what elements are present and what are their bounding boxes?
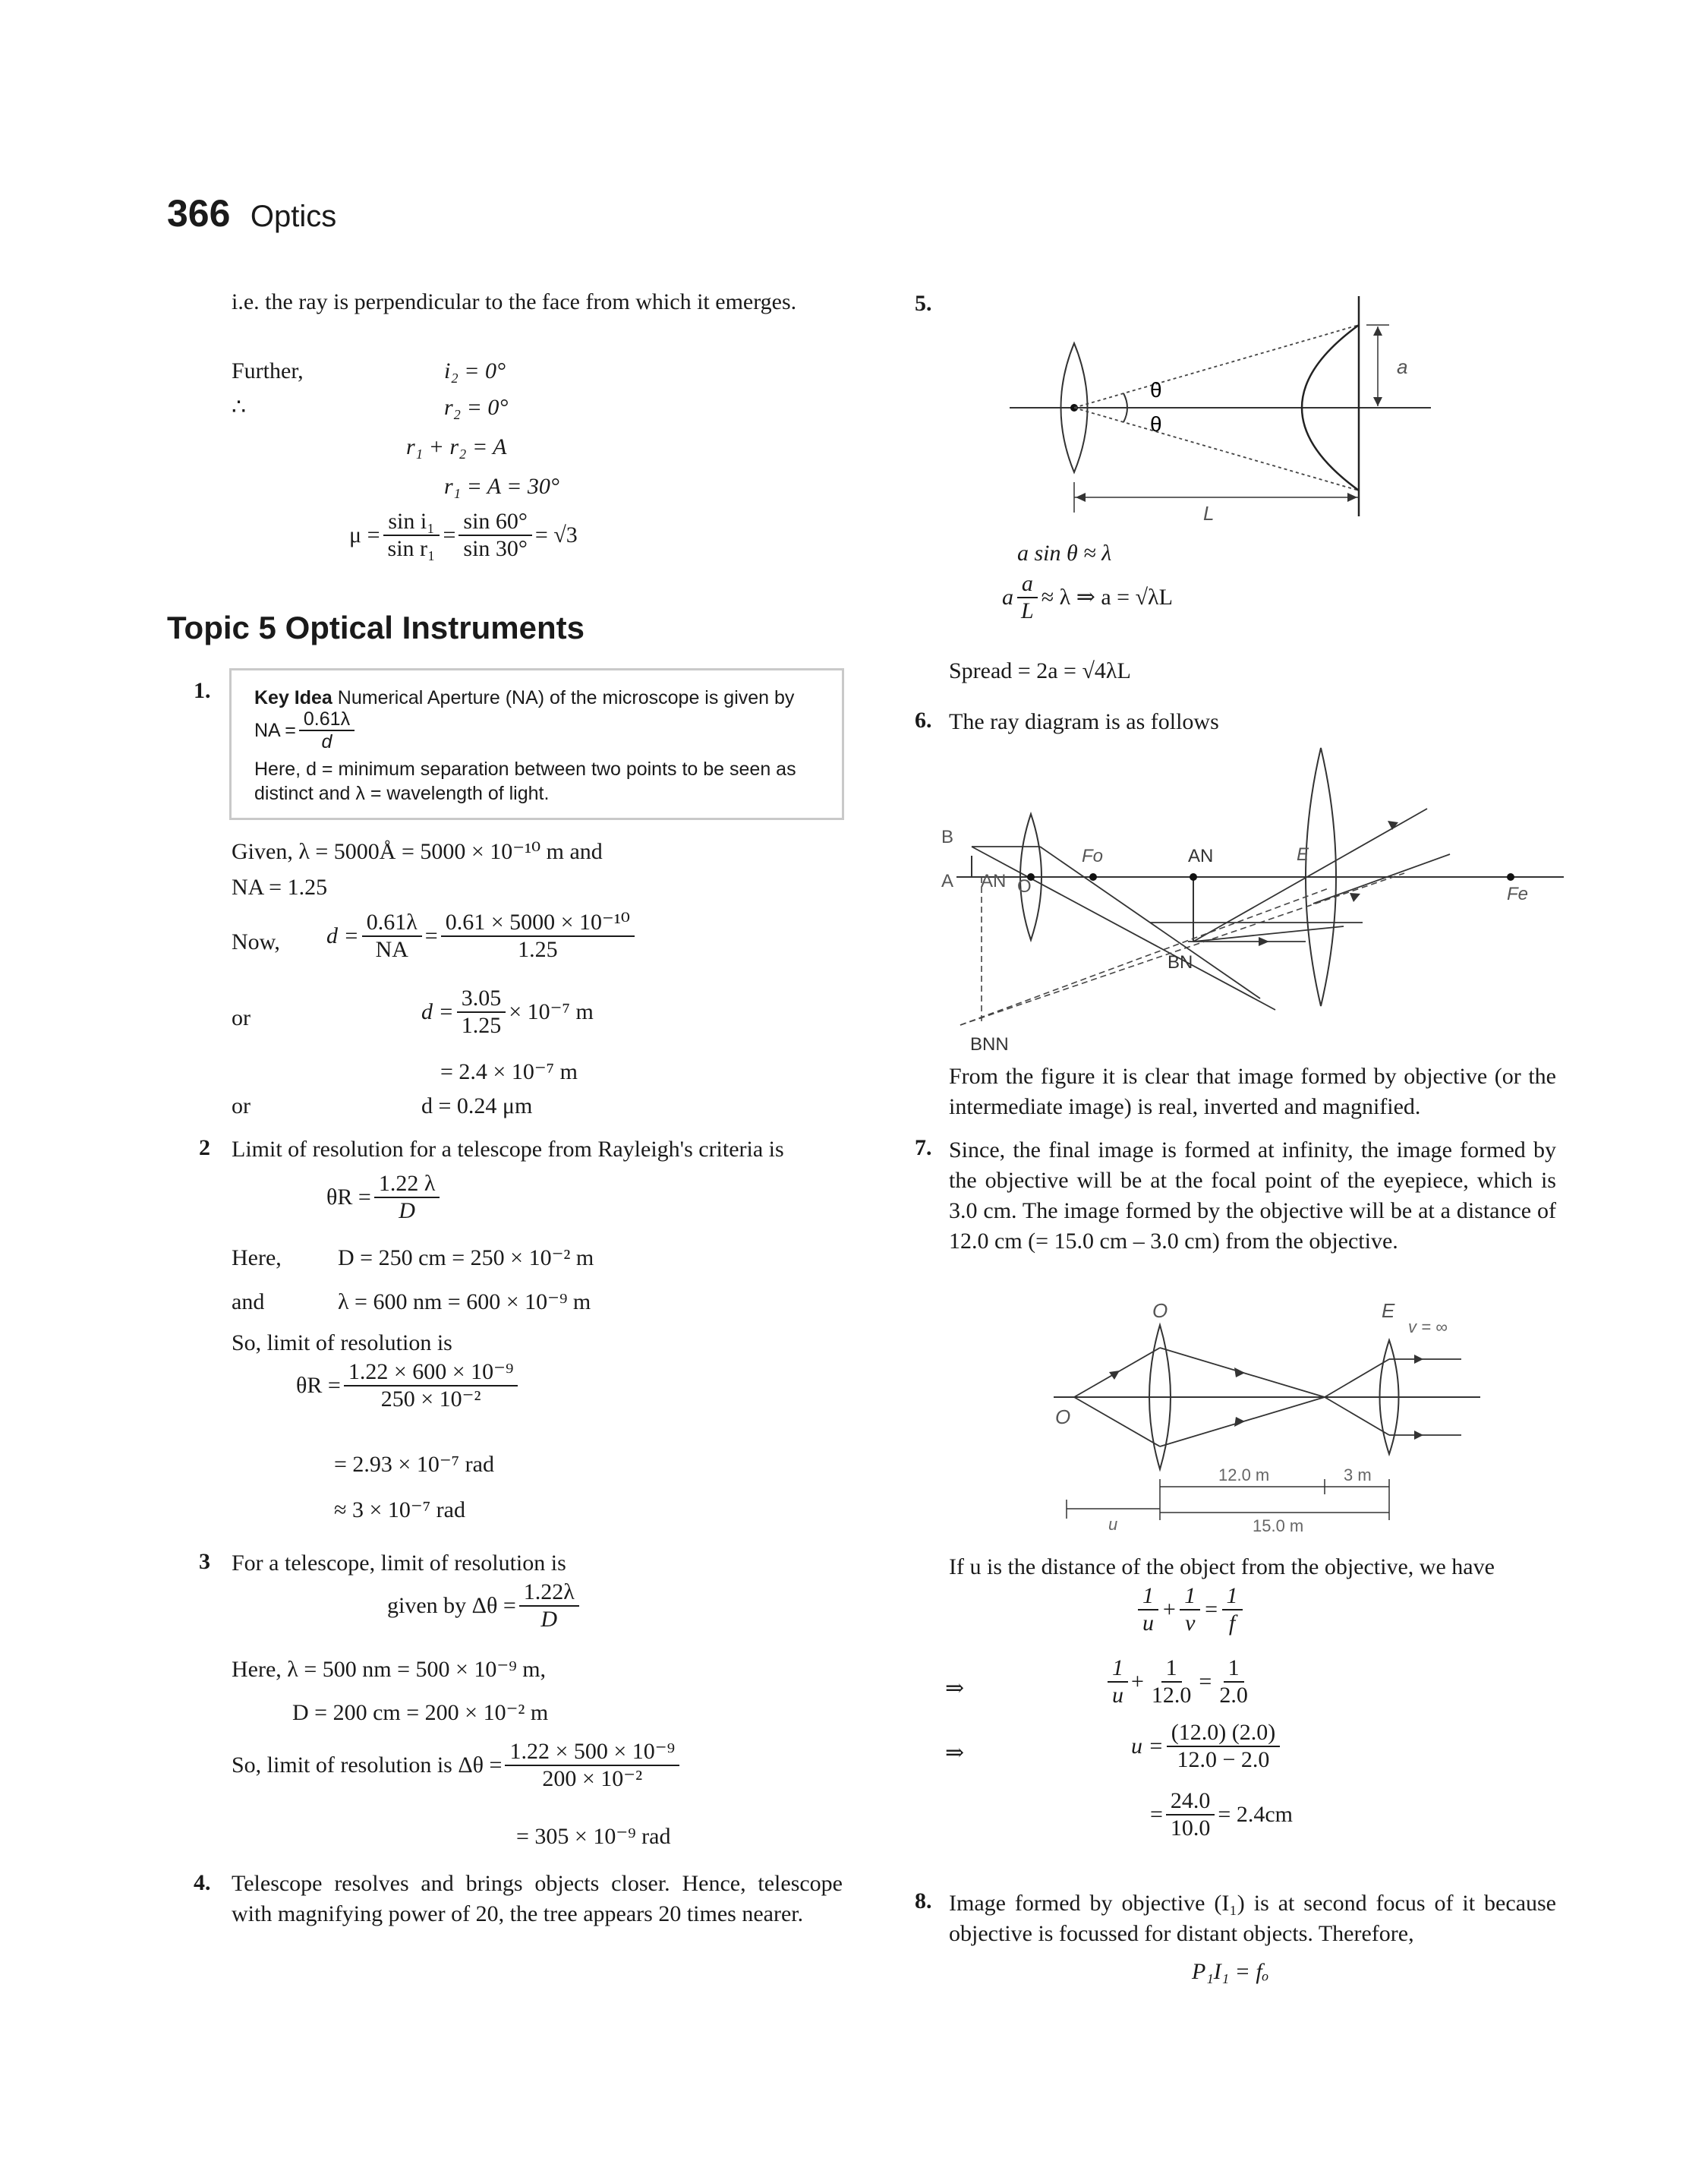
q7-arrow-mid-upper: [1234, 1368, 1245, 1377]
d-f2-den: 1.25: [518, 937, 558, 962]
key-idea-text: Numerical Aperture (NA) of the microscope is given by: [332, 687, 795, 708]
key-idea-box: [229, 668, 844, 820]
q3-gb-den: D: [540, 1607, 558, 1632]
q6-label-B: B: [941, 827, 954, 847]
q2-res-num: 1.22 × 600 × 10⁻⁹: [344, 1359, 518, 1386]
q5-eq2-fraction: [1016, 571, 1038, 624]
na-fraction: [299, 708, 355, 752]
q2-theta-num: 1.22 λ: [374, 1171, 440, 1198]
q2-theta-den: D: [399, 1198, 415, 1223]
eq-r2: r₂ = 0°: [444, 395, 509, 420]
q7-lens-f2: [1180, 1583, 1200, 1636]
q7-s2-f2-num: 1: [1161, 1655, 1182, 1683]
q3-given-by: [387, 1579, 582, 1633]
q7-label-12: 12.0 m: [1218, 1465, 1270, 1484]
q2-text: Limit of resolution for a telescope from Rayleigh's criteria is: [232, 1137, 784, 1162]
q7-final-num: 24.0: [1166, 1788, 1215, 1815]
d2-fraction: [457, 986, 506, 1039]
d-eq: =: [424, 923, 438, 948]
q1-na-value: NA = 1.25: [232, 875, 328, 900]
q7-label-15: 15.0 m: [1253, 1516, 1304, 1534]
eq-mu: [349, 509, 578, 562]
q7-number: 7.: [915, 1135, 932, 1160]
q7-lens-plus: +: [1161, 1597, 1177, 1622]
q7-u-den: 12.0 − 2.0: [1177, 1747, 1270, 1772]
eq-r1-plus-r2: r₁ + r₂ = A: [406, 434, 507, 459]
q5-a-arrow-down: [1373, 397, 1382, 406]
d-f2-num: 0.61 × 5000 × 10⁻¹⁰: [441, 910, 635, 937]
q3-so-den: 200 × 10⁻²: [542, 1766, 643, 1791]
q6-dashed-ray-2: [960, 888, 1328, 1025]
q8-text: Image formed by objective (I₁) is at second focus of it because objective is focussed for distant objects. Therefore,: [949, 1891, 1556, 1946]
q1-eq-d2: [421, 986, 594, 1039]
q7-s2-eq: =: [1199, 1669, 1212, 1694]
q7-lens-f2-num: 1: [1180, 1583, 1200, 1610]
q3-given-by-label: given by Δθ =: [387, 1593, 516, 1618]
q7-lens-f3-den: f: [1228, 1610, 1236, 1636]
d2-lhs: d =: [421, 999, 454, 1024]
q8-eq: P₁I₁ = fₒ: [1192, 1959, 1269, 1984]
q7-if-text: If u is the distance of the object from the objective, we have: [949, 1554, 1495, 1579]
q7-implies-1: ⇒: [945, 1676, 965, 1701]
q7-label-3: 3 m: [1344, 1465, 1372, 1484]
q2-lambda-eq: λ = 600 nm = 600 × 10⁻⁹ m: [338, 1289, 591, 1314]
q7-arrow-out-lower: [1414, 1431, 1423, 1440]
page-number: 366: [167, 192, 231, 235]
q6-ray-through-O: [972, 847, 1275, 1010]
q5-number: 5.: [915, 291, 932, 316]
q6-label-A: A: [941, 871, 954, 891]
d2-num: 3.05: [457, 986, 506, 1013]
q7-step2: [1105, 1655, 1256, 1708]
q7-label-E-lens: E: [1382, 1299, 1395, 1322]
q7-label-O-lens: O: [1152, 1299, 1168, 1322]
q7-s2-f2-den: 12.0: [1151, 1683, 1192, 1708]
q2-res-den: 250 × 10⁻²: [380, 1386, 481, 1412]
d-lhs: d =: [326, 923, 359, 948]
q2-res-lhs: θR =: [296, 1373, 341, 1398]
mu-fraction-2: [459, 509, 532, 562]
q7-lens-f3-num: 1: [1222, 1583, 1243, 1610]
q6-label-A-img: AN: [981, 871, 1007, 891]
q2-D-eq: D = 250 cm = 250 × 10⁻² m: [338, 1245, 594, 1270]
q1-given: Given, λ = 5000Å = 5000 × 10⁻¹⁰ m and: [232, 839, 603, 864]
q7-s2-f3-num: 1: [1224, 1655, 1244, 1683]
q5-theta-upper: θ: [1150, 378, 1162, 402]
key-idea-line: [254, 686, 842, 710]
q1-eq-d3: = 2.4 × 10⁻⁷ m: [440, 1059, 578, 1084]
q7-s2-f3: [1215, 1655, 1253, 1708]
q6-microscope-ray-diagram: [934, 740, 1571, 1067]
q7-s2-f1-num: 1: [1108, 1655, 1128, 1683]
q3-so-fraction: [505, 1739, 679, 1792]
eq-i2: i₂ = 0°: [444, 358, 506, 383]
na-lhs: NA =: [254, 720, 296, 741]
q2-number: 2: [199, 1135, 210, 1160]
q7-arrow-out-upper: [1414, 1355, 1423, 1364]
q5-label-a: a: [1397, 355, 1408, 378]
q2-res2: = 2.93 × 10⁻⁷ rad: [334, 1452, 494, 1477]
q7-lens-f3: [1222, 1583, 1243, 1636]
key-here-line2: distinct and λ = wavelength of light.: [254, 783, 550, 804]
intro-text: i.e. the ray is perpendicular to the face from which it emerges.: [232, 289, 797, 314]
q3-result: = 305 × 10⁻⁹ rad: [516, 1824, 671, 1849]
q7-lens-f1: [1138, 1583, 1158, 1636]
q4-text: Telescope resolves and brings objects closer. Hence, telescope with magnifying power of 20, the tree appears 20 times nearer.: [232, 1871, 843, 1926]
q7-label-v-inf: v = ∞: [1408, 1317, 1448, 1336]
q3-so-eq: [232, 1739, 682, 1792]
q1-or-label-1: or: [232, 1005, 251, 1030]
q6-label-Fe: Fe: [1507, 884, 1529, 904]
q2-res-fraction: [344, 1359, 518, 1412]
na-den: d: [321, 731, 332, 752]
q7-lens-formula: [1135, 1583, 1246, 1636]
q7-lens-eq: =: [1203, 1597, 1219, 1622]
q6-arrow-3: [1350, 893, 1360, 902]
na-num: 0.61λ: [299, 708, 355, 731]
q2-res3: ≈ 3 × 10⁻⁷ rad: [334, 1497, 465, 1522]
q7-ray-in-lower: [1074, 1397, 1160, 1446]
d-fraction-1: [362, 910, 422, 963]
q7-lens-f1-num: 1: [1138, 1583, 1158, 1610]
mu-result: = √3: [534, 522, 578, 547]
q5-L-arrow-left: [1076, 493, 1086, 502]
q5-eq2-rest: ≈ λ ⇒ a = √λL: [1041, 585, 1173, 610]
mu-f1-num: sin i₁: [383, 509, 439, 536]
q1-number: 1.: [194, 678, 211, 703]
q7-s2-f3-den: 2.0: [1219, 1683, 1248, 1708]
q5-a-arrow-up: [1373, 327, 1382, 336]
q1-now-label: Now,: [232, 929, 280, 954]
q7-final-eq: [1150, 1788, 1293, 1841]
q5-eq1: a sin θ ≈ λ: [1017, 541, 1112, 566]
q7-final-eq-sign: =: [1150, 1802, 1163, 1827]
q5-label-L: L: [1203, 502, 1215, 525]
q1-eq-d: [326, 910, 638, 963]
q7-implies-2: ⇒: [945, 1740, 965, 1765]
mu-f2-num: sin 60°: [459, 509, 532, 536]
q3-here-lambda: Here, λ = 500 nm = 500 × 10⁻⁹ m,: [232, 1657, 547, 1682]
q5-diffraction-figure: [987, 289, 1457, 532]
q6-text: The ray diagram is as follows: [949, 709, 1219, 734]
d-fraction-2: [441, 910, 635, 963]
q2-theta-lhs: θR =: [326, 1185, 371, 1210]
q7-arrow-mid-lower: [1234, 1417, 1245, 1427]
q3-so-num: 1.22 × 500 × 10⁻⁹: [505, 1739, 679, 1766]
q6-label-B-img: BNN: [970, 1034, 1009, 1055]
q7-u-eq: [1131, 1720, 1283, 1773]
mu-lhs: μ =: [349, 522, 380, 547]
q6-number: 6.: [915, 708, 932, 733]
q5-eq2-a: a: [1002, 585, 1013, 610]
q3-gb-fraction: [519, 1579, 579, 1633]
section-title: Optics: [250, 200, 337, 233]
q7-u-lhs: u =: [1131, 1733, 1164, 1759]
d-f1-den: NA: [375, 937, 408, 962]
mu-eq: =: [443, 522, 456, 547]
q1-or-label-2: or: [232, 1093, 251, 1118]
q6-arrow-2: [1259, 937, 1269, 946]
key-here-line1: Here, d = minimum separation between two points to be seen as: [254, 759, 796, 780]
q2-here-label: Here,: [232, 1245, 282, 1270]
q7-final-fraction: [1166, 1788, 1215, 1841]
q5-eq2: [1002, 571, 1173, 624]
q7-arrow-in-upper: [1109, 1371, 1120, 1380]
q2-resolution-eq: [296, 1359, 521, 1412]
q5-eq2-num: a: [1017, 571, 1038, 598]
q7-s2-plus: +: [1131, 1669, 1144, 1694]
q7-s2-f1: [1108, 1655, 1128, 1708]
mu-f2-den: sin 30°: [463, 536, 528, 561]
q7-u-fraction: [1167, 1720, 1280, 1773]
q6-label-B-prime: BN: [1168, 952, 1193, 973]
d2-rest: × 10⁻⁷ m: [509, 999, 594, 1024]
q3-so-text: So, limit of resolution is Δθ =: [232, 1752, 503, 1778]
page-header: [167, 191, 336, 235]
q2-and-label: and: [232, 1289, 265, 1314]
na-formula: [254, 708, 842, 752]
q6-point-Fo: [1089, 873, 1097, 881]
q6-conclusion: From the figure it is clear that image formed by objective (or the intermediate image) is real, inverted and magnified.: [949, 1064, 1556, 1119]
q5-spread: Spread = 2a = √4λL: [949, 658, 1131, 683]
q6-label-A-prime: AN: [1188, 846, 1214, 866]
eq-r1: r₁ = A = 30°: [444, 474, 559, 499]
q2-so-text: So, limit of resolution is: [232, 1330, 452, 1355]
q7-text: Since, the final image is formed at infinity, the image formed by the objective will be at the focal point of the eyepiece, which is 3.0 cm. The image formed by the objective will be at a distance of 12.0 cm (= 15.0 cm – 3.0 cm) from the objective.: [949, 1137, 1556, 1254]
q6-point-A-prime: [1190, 873, 1197, 881]
q1-eq-d4: d = 0.24 μm: [421, 1093, 533, 1118]
q7-s2-f2: [1147, 1655, 1196, 1708]
q3-D-eq: D = 200 cm = 200 × 10⁻² m: [292, 1700, 549, 1725]
q7-lens-f1-den: u: [1142, 1610, 1154, 1636]
q7-lens-f2-den: v: [1185, 1610, 1196, 1636]
q5-L-arrow-right: [1347, 493, 1357, 502]
q7-telescope-figure: [1048, 1291, 1488, 1534]
q6-label-Fo: Fo: [1082, 846, 1104, 866]
d2-den: 1.25: [461, 1013, 502, 1038]
q7-label-O-object: O: [1055, 1405, 1071, 1428]
q3-number: 3: [199, 1549, 210, 1574]
mu-f1-den: sin r₁: [387, 536, 436, 561]
q6-point-Fe: [1507, 873, 1514, 881]
q7-s2-f1-den: u: [1112, 1683, 1123, 1708]
q5-theta-lower: θ: [1150, 412, 1162, 436]
topic-heading: Topic 5 Optical Instruments: [167, 610, 585, 645]
q7-label-u: u: [1108, 1515, 1118, 1534]
q6-label-E: E: [1297, 844, 1309, 865]
d-f1-num: 0.61λ: [362, 910, 422, 937]
q2-theta-fraction: [374, 1171, 440, 1224]
q7-final-den: 10.0: [1170, 1815, 1211, 1841]
q7-final-rest: = 2.4cm: [1218, 1802, 1293, 1827]
mu-fraction-1: [383, 509, 440, 562]
q7-u-num: (12.0) (2.0): [1167, 1720, 1280, 1747]
q8-number: 8.: [915, 1888, 932, 1913]
therefore-symbol: ∴: [232, 395, 247, 420]
key-idea-label: Key Idea: [254, 687, 332, 708]
q2-theta-r: [326, 1171, 443, 1224]
further-label: Further,: [232, 358, 304, 383]
q5-eq2-den: L: [1021, 598, 1034, 623]
q4-number: 4.: [194, 1870, 211, 1895]
q3-text: For a telescope, limit of resolution is: [232, 1550, 566, 1576]
q6-label-O: O: [1017, 876, 1032, 897]
q3-gb-num: 1.22λ: [519, 1579, 579, 1607]
